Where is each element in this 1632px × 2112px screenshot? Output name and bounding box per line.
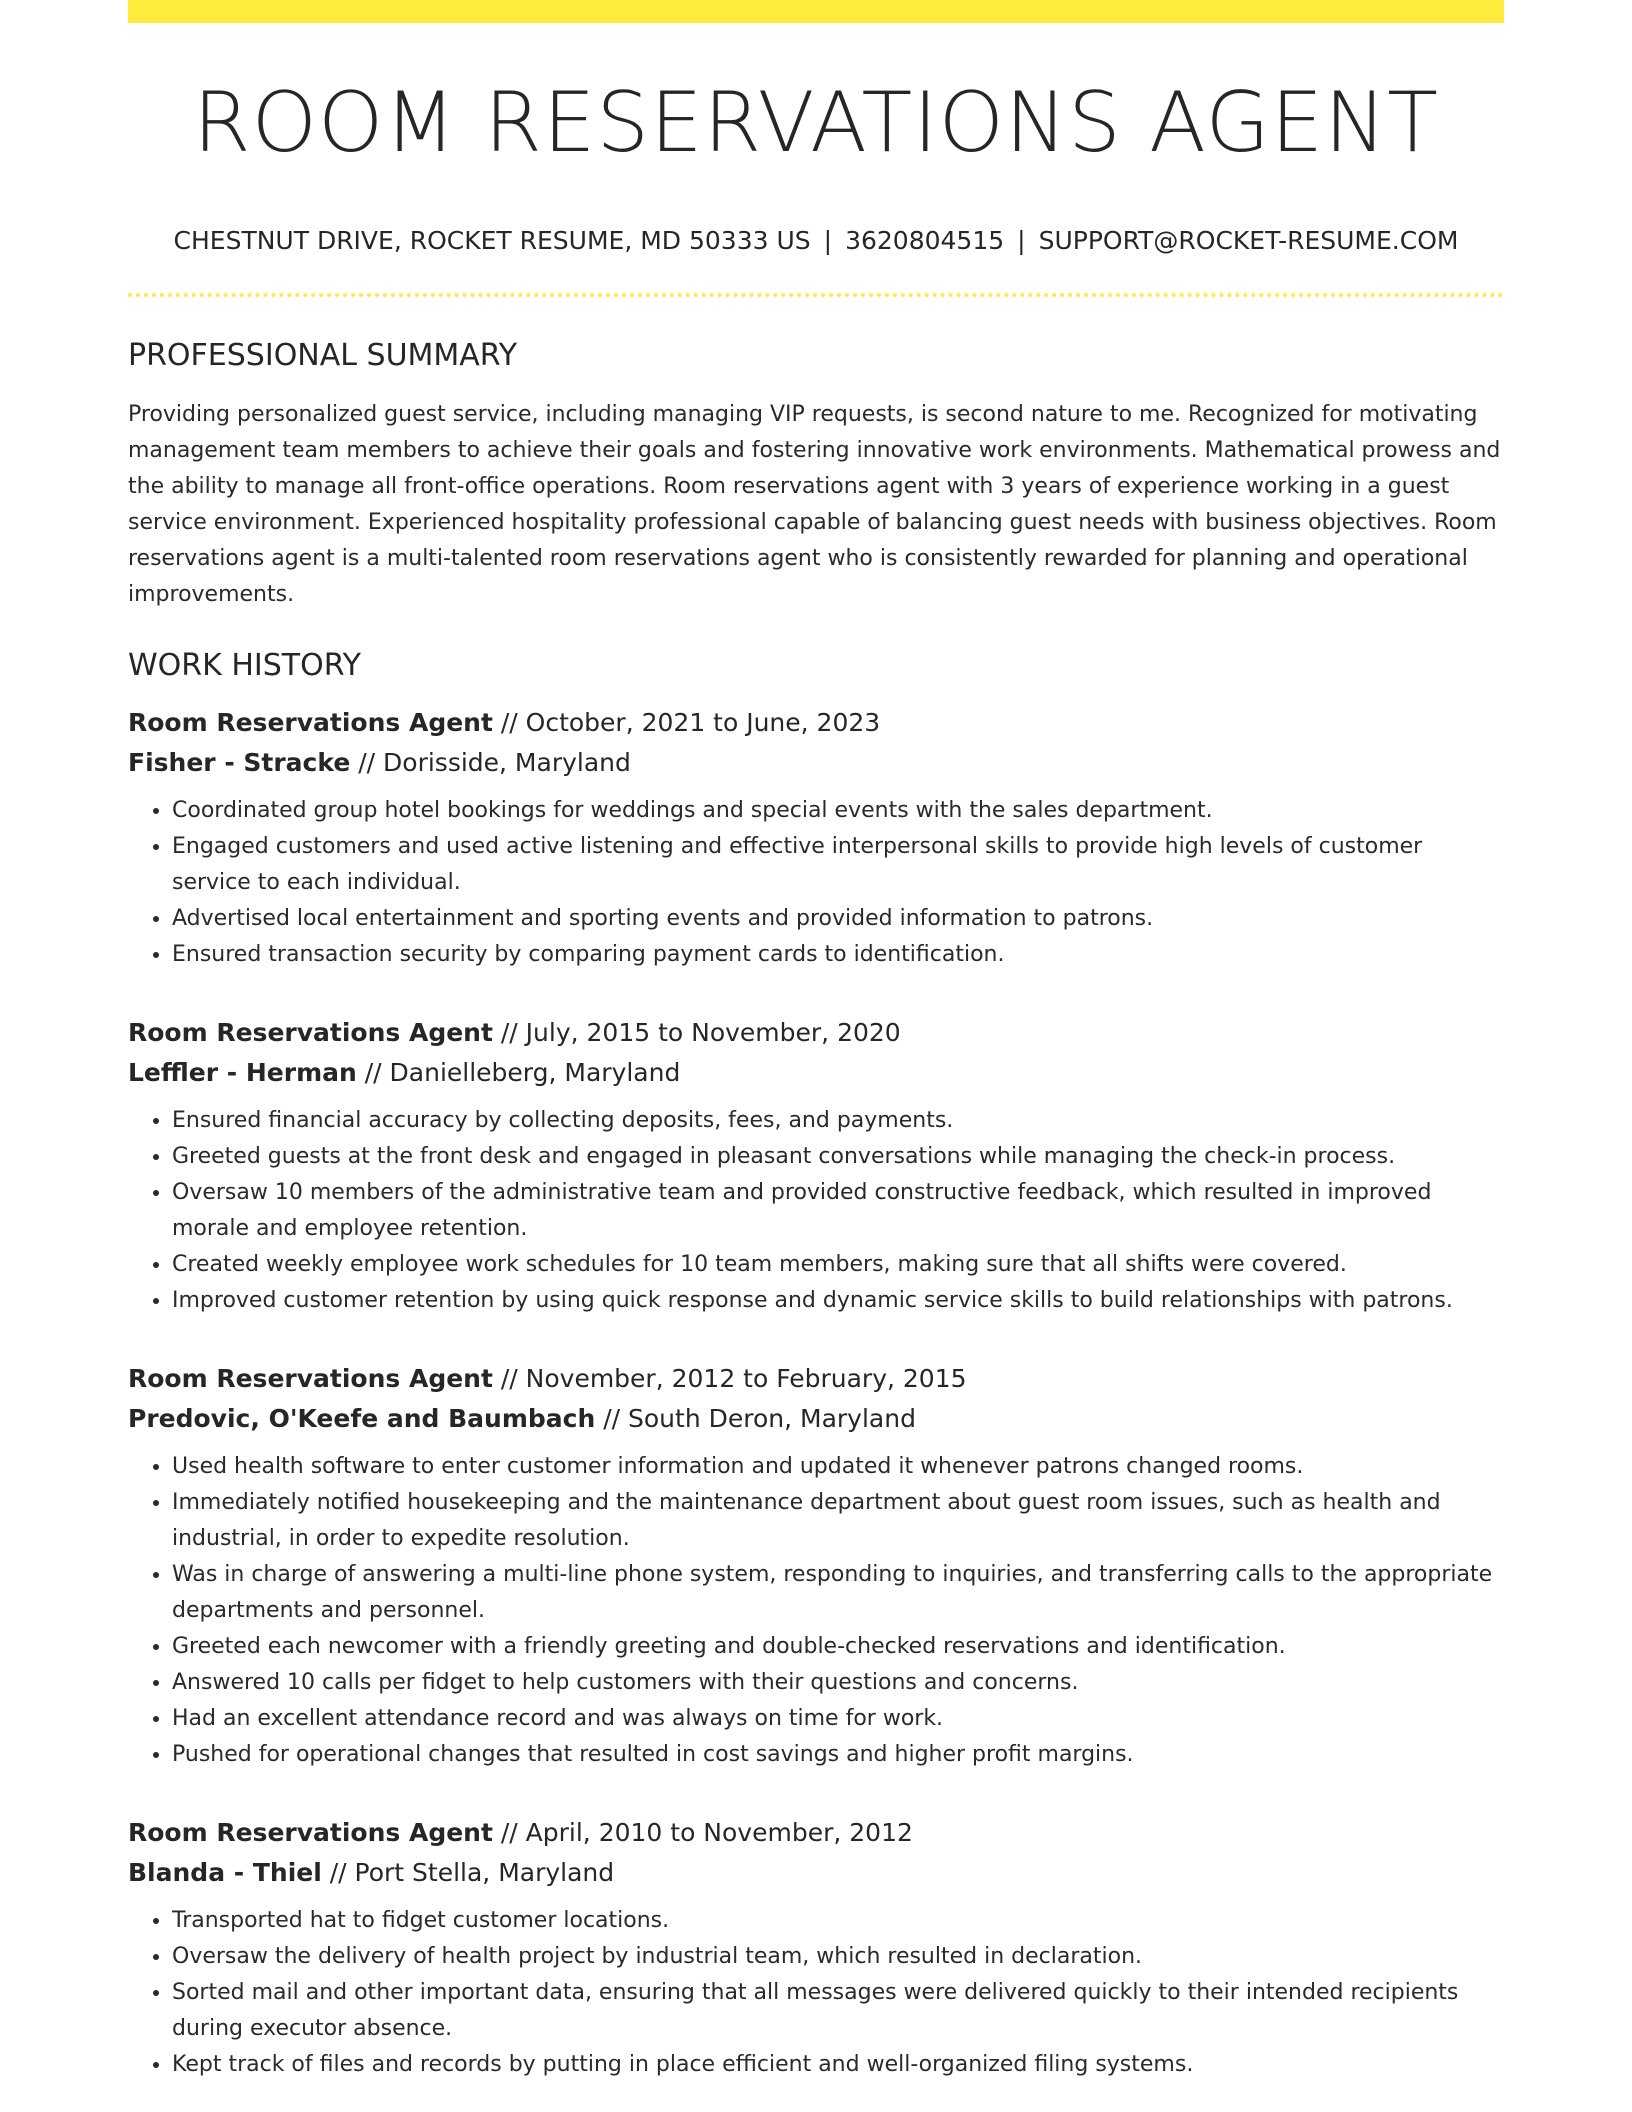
summary-heading: PROFESSIONAL SUMMARY xyxy=(128,338,518,373)
job-location: // Port Stella, Maryland xyxy=(321,1858,615,1887)
job-role-line xyxy=(128,1013,1504,1053)
job-dates: // April, 2010 to November, 2012 xyxy=(492,1818,913,1847)
job-role-line xyxy=(128,1359,1504,1399)
bullet-item: • Created weekly employee work schedules for 10 team members, making sure that all shifts were covered. xyxy=(172,1247,1504,1283)
bullet-item: • Pushed for operational changes that resulted in cost savings and higher profit margins. xyxy=(172,1737,1504,1773)
job-role-line xyxy=(128,703,1504,743)
bullet-item: • Used health software to enter customer information and updated it whenever patrons changed rooms. xyxy=(172,1449,1504,1485)
contact-phone: 3620804515 xyxy=(845,226,1005,255)
job-role: Room Reservations Agent xyxy=(128,1018,493,1047)
bullet-item: • Immediately notified housekeeping and the maintenance department about guest room issues, such as health and industrial, in order to expedite resolution. xyxy=(172,1485,1504,1557)
bullet-item: • Improved customer retention by using quick response and dynamic service skills to build relationships with patrons. xyxy=(172,1283,1504,1319)
bullet-item: • Coordinated group hotel bookings for weddings and special events with the sales department. xyxy=(172,793,1504,829)
bullet-item: • Oversaw the delivery of health project by industrial team, which resulted in declaration. xyxy=(172,1939,1504,1975)
job-company: Fisher - Stracke xyxy=(128,748,351,777)
job-company-line xyxy=(128,743,1504,783)
job-role: Room Reservations Agent xyxy=(128,708,493,737)
bullet-item: • Kept track of files and records by putting in place efficient and well-organized filing systems. xyxy=(172,2047,1504,2083)
work-history-heading: WORK HISTORY xyxy=(128,648,361,683)
job-company: Predovic, O'Keefe and Baumbach xyxy=(128,1404,596,1433)
job-role: Room Reservations Agent xyxy=(128,1364,493,1393)
contact-separator: | xyxy=(823,226,833,255)
bullet-item: • Ensured transaction security by comparing payment cards to identification. xyxy=(172,937,1504,973)
job-role: Room Reservations Agent xyxy=(128,1818,493,1847)
dotted-divider xyxy=(128,293,1504,297)
job-company-line xyxy=(128,1053,1504,1093)
job-role-line xyxy=(128,1813,1504,1853)
job-company: Leffler - Herman xyxy=(128,1058,357,1087)
bullet-item: • Oversaw 10 members of the administrative team and provided constructive feedback, which resulted in improved morale and employee retention. xyxy=(172,1175,1504,1247)
job-bullets xyxy=(128,1449,1504,1773)
summary-text: Providing personalized guest service, including managing VIP requests, is second nature to me. Recognized for motivating management team members to achieve their goals and fostering innovative work environments. Mathematical prowess and the ability to manage all front-office operations. Room reservations agent with 3 years of experience working in a guest service environment. Experienced hospitality professional capable of balancing guest needs with business objectives. Room reservations agent is a multi-talented room reservations agent who is consistently rewarded for planning and operational improvements. xyxy=(128,402,1501,607)
job-company-line xyxy=(128,1399,1504,1439)
bullet-item: • Engaged customers and used active listening and effective interpersonal skills to provide high levels of customer service to each individual. xyxy=(172,829,1504,901)
bullet-item: • Answered 10 calls per fidget to help customers with their questions and concerns. xyxy=(172,1665,1504,1701)
job-company-line xyxy=(128,1853,1504,1893)
bullet-item: • Had an excellent attendance record and was always on time for work. xyxy=(172,1701,1504,1737)
job-bullets xyxy=(128,1903,1504,2083)
resume-page xyxy=(128,0,1504,2083)
contact-email: SUPPORT@ROCKET-RESUME.COM xyxy=(1038,226,1459,255)
job-location: // South Deron, Maryland xyxy=(595,1404,916,1433)
job-location: // Danielleberg, Maryland xyxy=(356,1058,681,1087)
bullet-item: • Transported hat to fidget customer locations. xyxy=(172,1903,1504,1939)
bullet-item: • Sorted mail and other important data, ensuring that all messages were delivered quickly to their intended recipients during executor absence. xyxy=(172,1975,1504,2047)
bullet-item: • Advertised local entertainment and sporting events and provided information to patrons. xyxy=(172,901,1504,937)
resume-title: ROOM RESERVATIONS AGENT xyxy=(192,74,1440,171)
job-entry xyxy=(128,1813,1504,2083)
job-company: Blanda - Thiel xyxy=(128,1858,322,1887)
job-entry xyxy=(128,703,1504,973)
job-bullets xyxy=(128,1103,1504,1319)
job-entry xyxy=(128,1013,1504,1319)
bullet-item: • Greeted guests at the front desk and engaged in pleasant conversations while managing the check-in process. xyxy=(172,1139,1504,1175)
bullet-item: • Ensured financial accuracy by collecting deposits, fees, and payments. xyxy=(172,1103,1504,1139)
job-dates: // November, 2012 to February, 2015 xyxy=(492,1364,967,1393)
job-bullets xyxy=(128,793,1504,973)
job-location: // Dorisside, Maryland xyxy=(350,748,631,777)
bullet-item: • Was in charge of answering a multi-line phone system, responding to inquiries, and transferring calls to the appropriate departments and personnel. xyxy=(172,1557,1504,1629)
top-accent-bar xyxy=(128,0,1504,23)
contact-address: CHESTNUT DRIVE, ROCKET RESUME, MD 50333 US xyxy=(173,226,811,255)
contact-separator: | xyxy=(1017,226,1026,255)
job-entry xyxy=(128,1359,1504,1773)
contact-line xyxy=(128,226,1504,255)
bullet-item: • Greeted each newcomer with a friendly greeting and double-checked reservations and identification. xyxy=(172,1629,1504,1665)
job-dates: // July, 2015 to November, 2020 xyxy=(492,1018,901,1047)
job-dates: // October, 2021 to June, 2023 xyxy=(492,708,881,737)
